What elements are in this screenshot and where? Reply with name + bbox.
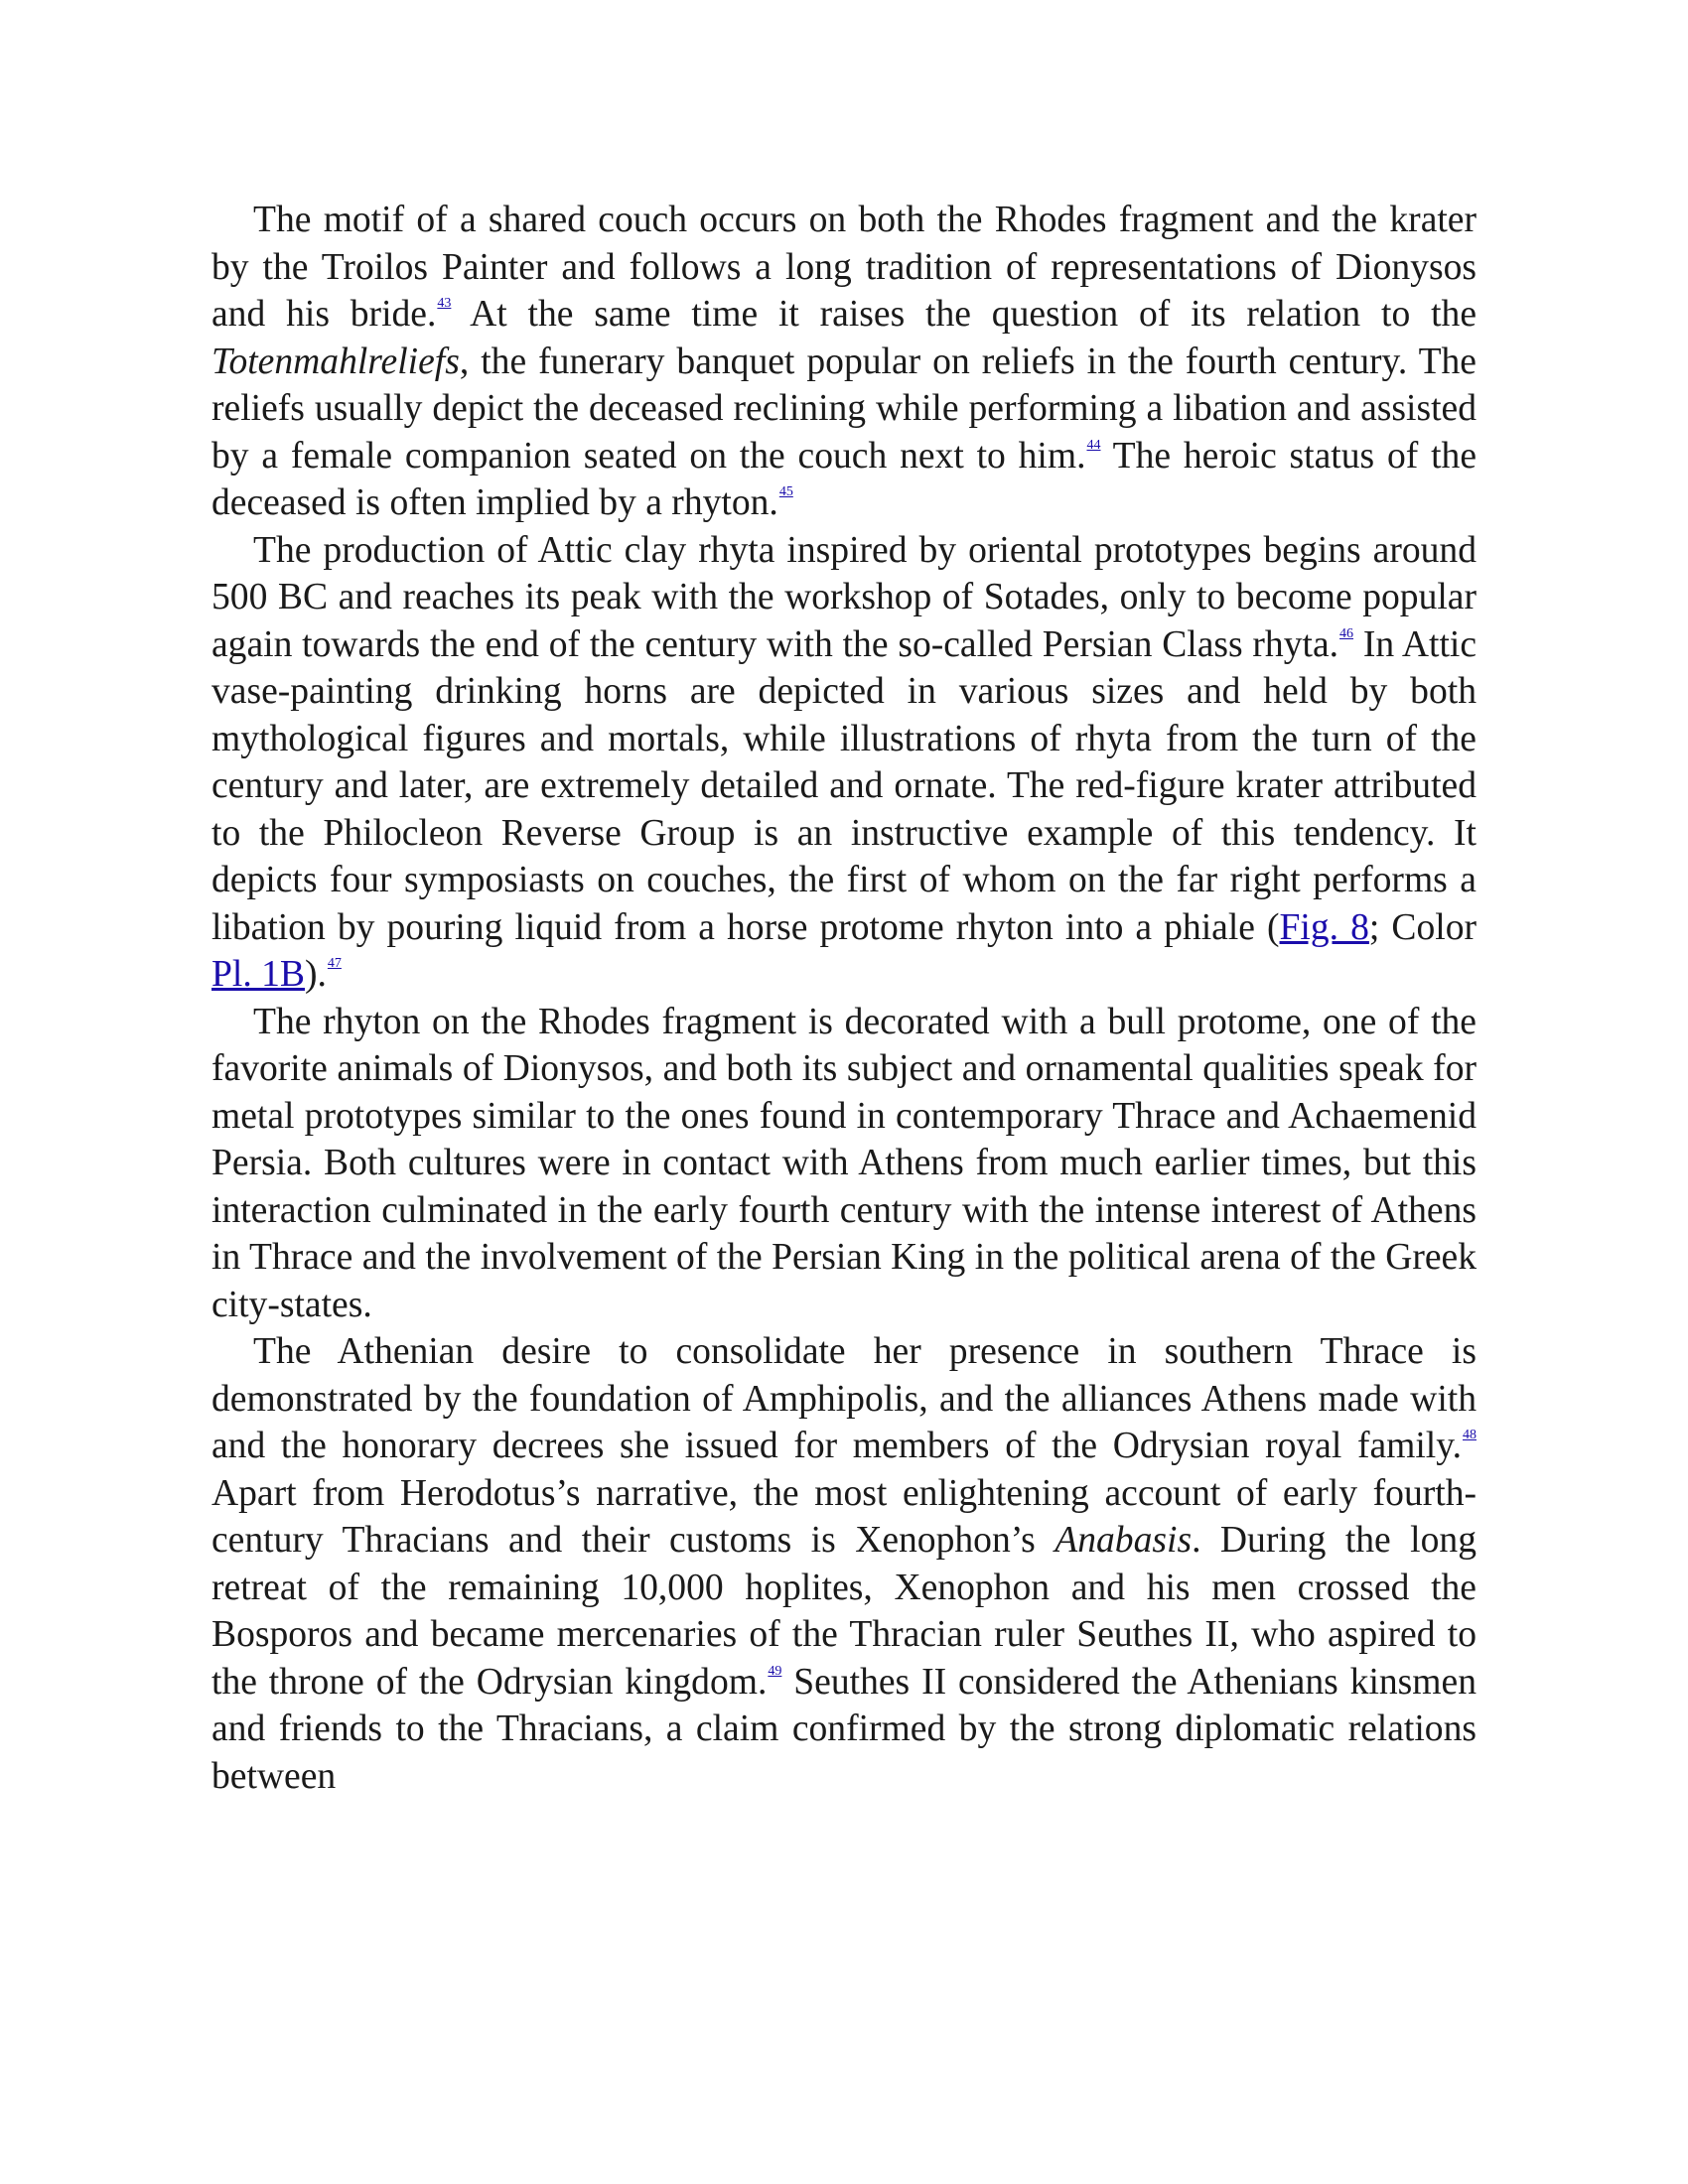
paragraph-attic-rhyta	[211, 527, 1477, 999]
paragraph-text: ; Color	[1368, 906, 1477, 948]
footnote-ref-48[interactable]: 48	[1463, 1428, 1477, 1442]
footnote-ref-47[interactable]: 47	[327, 956, 342, 971]
paragraph-text: The motif of a shared couch occurs on both the Rhodes fragment and the krater by the Troilos Painter and follows a long tradition of representations of Dionysos and his bride.	[211, 200, 1477, 335]
paragraph-text: In Attic vase-painting drinking horns are depicted in various sizes and held by both mythological figures and mortals, while illustrations of rhyta from the turn of the century and later, are extremely detailed and ornate. The red-figure krater attributed to the Philocleon Reverse Group is an instructive example of this tendency. It depicts four symposiasts on couches, the first of whom on the far right performs a libation by pouring liquid from a horse protome rhyton into a phiale (	[211, 623, 1477, 948]
paragraph-text: , the funerary banquet popular on reliefs in the fourth century. The reliefs usually depict the deceased reclining while performing a libation and assisted by a female companion seated on the couch next to him.	[211, 341, 1477, 477]
paragraph-text: Seuthes II considered the Athenians kinsmen and friends to the Thracians, a claim confirmed by the strong diplomatic relations between	[211, 1661, 1477, 1797]
footnote-ref-45[interactable]: 45	[778, 484, 793, 499]
paragraph-text: . During the long retreat of the remaining 10,000 hoplites, Xenophon and his men crossed the Bosporos and became mercenaries of the Thracian ruler Seuthes II, who aspired to the throne of the Odrysian kingdom.	[211, 1520, 1477, 1703]
paragraph-text: At the same time it raises the question of its relation to the	[451, 294, 1477, 335]
figure-link-fig-8[interactable]: Fig. 8	[1279, 906, 1369, 948]
footnote-ref-43[interactable]: 43	[437, 296, 452, 311]
italic-term: Totenmahlreliefs	[211, 341, 460, 382]
paragraph-text: ).	[304, 954, 327, 995]
paragraph-athenian-thrace	[211, 1328, 1477, 1800]
paragraph-text: The production of Attic clay rhyta inspired by oriental prototypes begins around 500 BC and reaches its peak with the workshop of Sotades, only to become popular again towards the end of the century with the so-called Persian Class rhyta.	[211, 529, 1477, 665]
paragraph-text: The Athenian desire to consolidate her presence in southern Thrace is demonstrated by the foundation of Amphipolis, and the alliances Athens made with and the honorary decrees she issued for members of the Odrysian royal family.	[211, 1331, 1477, 1466]
paragraph-text: The heroic status of the deceased is often implied by a rhyton.	[211, 435, 1477, 523]
footnote-ref-49[interactable]: 49	[768, 1663, 782, 1679]
paragraph-text: The rhyton on the Rhodes fragment is decorated with a bull protome, one of the favorite animals of Dionysos, and both its subject and ornamental qualities speak for metal prototypes similar to the ones found in contemporary Thrace and Achaemenid Persia. Both cultures were in contact with Athens from much earlier times, but this interaction culminated in the early fourth century with the intense interest of Athens in Thrace and the involvement of the Persian King in the political arena of the Greek city-states.	[211, 1001, 1477, 1325]
paragraph-bull-protome	[211, 999, 1477, 1329]
document-page	[211, 197, 1477, 1800]
footnote-ref-46[interactable]: 46	[1339, 625, 1354, 641]
italic-title-anabasis: Anabasis	[1055, 1520, 1193, 1561]
paragraph-text: Apart from Herodotus’s narrative, the most enlightening account of early fourth-century Thracians and their customs is Xenophon’s	[211, 1472, 1477, 1561]
paragraph-shared-couch	[211, 197, 1477, 527]
plate-link-pl-1b[interactable]: Pl. 1B	[211, 954, 305, 995]
footnote-ref-44[interactable]: 44	[1086, 437, 1101, 453]
